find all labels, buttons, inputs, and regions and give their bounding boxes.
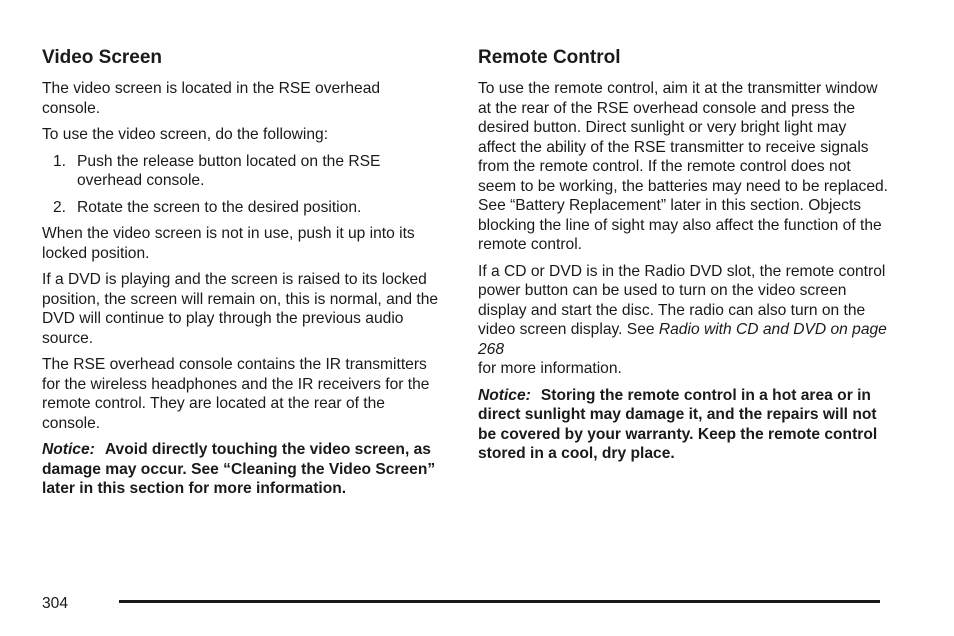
notice-text: Avoid directly touching the video screen, as damage may occur. See “Cleaning the Video Screen” later in this section for more information.: [42, 441, 436, 497]
video-screen-not-in-use-paragraph: When the video screen is not in use, push it up into its locked position.: [42, 225, 415, 262]
paragraph-text-start: If a CD or DVD is in the Radio DVD slot, the remote control power button can be used to turn on the video screen display and start the disc. The radio can also turn on the video screen display. See: [478, 262, 886, 338]
video-screen-steps: [42, 152, 442, 218]
left-column: [42, 47, 442, 506]
step-item: [42, 198, 442, 218]
video-screen-usage-intro: To use the video screen, do the following:: [42, 126, 329, 143]
ir-transmitters-paragraph: The RSE overhead console contains the IR transmitters for the wireless headphones and the IR receivers for the remote control. They are located at the rear of the console.: [42, 356, 430, 432]
footer-rule: [119, 600, 880, 603]
notice-label: Notice:: [478, 386, 531, 404]
notice-text: Storing the remote control in a hot area or in direct sunlight may damage it, and the repairs will not be covered by your warranty. Keep the remote control stored in a cool, dry place.: [478, 386, 878, 462]
remote-control-dvd-paragraph: [478, 262, 888, 379]
paragraph-text-end: for more information.: [478, 360, 622, 377]
video-screen-heading: Video Screen: [42, 47, 163, 68]
video-screen-notice: [42, 440, 442, 499]
step-text: Push the release button located on the RSE overhead console.: [77, 152, 381, 189]
notice-label: Notice:: [42, 441, 95, 458]
page-number: 304: [42, 595, 69, 612]
video-screen-location-paragraph: The video screen is located in the RSE overhead console.: [42, 80, 381, 117]
remote-control-notice: [478, 386, 888, 464]
remote-control-usage-paragraph: To use the remote control, aim it at the transmitter window at the rear of the RSE overhead console and press the desired button. Direct sunlight or very bright light may affect the ability of the RSE transmitter to receive signals from the remote control. If the remote control does not seem to be working, the batteries may need to be replaced. See “Battery Replacement” later in this section. Objects blocking the line of sight may also affect the function of the remote control.: [478, 80, 889, 253]
remote-control-heading: Remote Control: [478, 47, 621, 68]
dvd-playing-paragraph: If a DVD is playing and the screen is raised to its locked position, the screen will remain on, this is normal, and the DVD will continue to play through the previous audio source.: [42, 271, 439, 347]
right-column: [478, 47, 888, 471]
step-number: 2.: [53, 198, 67, 216]
step-item: [42, 152, 442, 191]
cross-reference-link: Radio with CD and DVD on page 268: [478, 321, 887, 358]
step-number: 1.: [53, 152, 67, 170]
step-text: Rotate the screen to the desired position.: [77, 198, 362, 216]
